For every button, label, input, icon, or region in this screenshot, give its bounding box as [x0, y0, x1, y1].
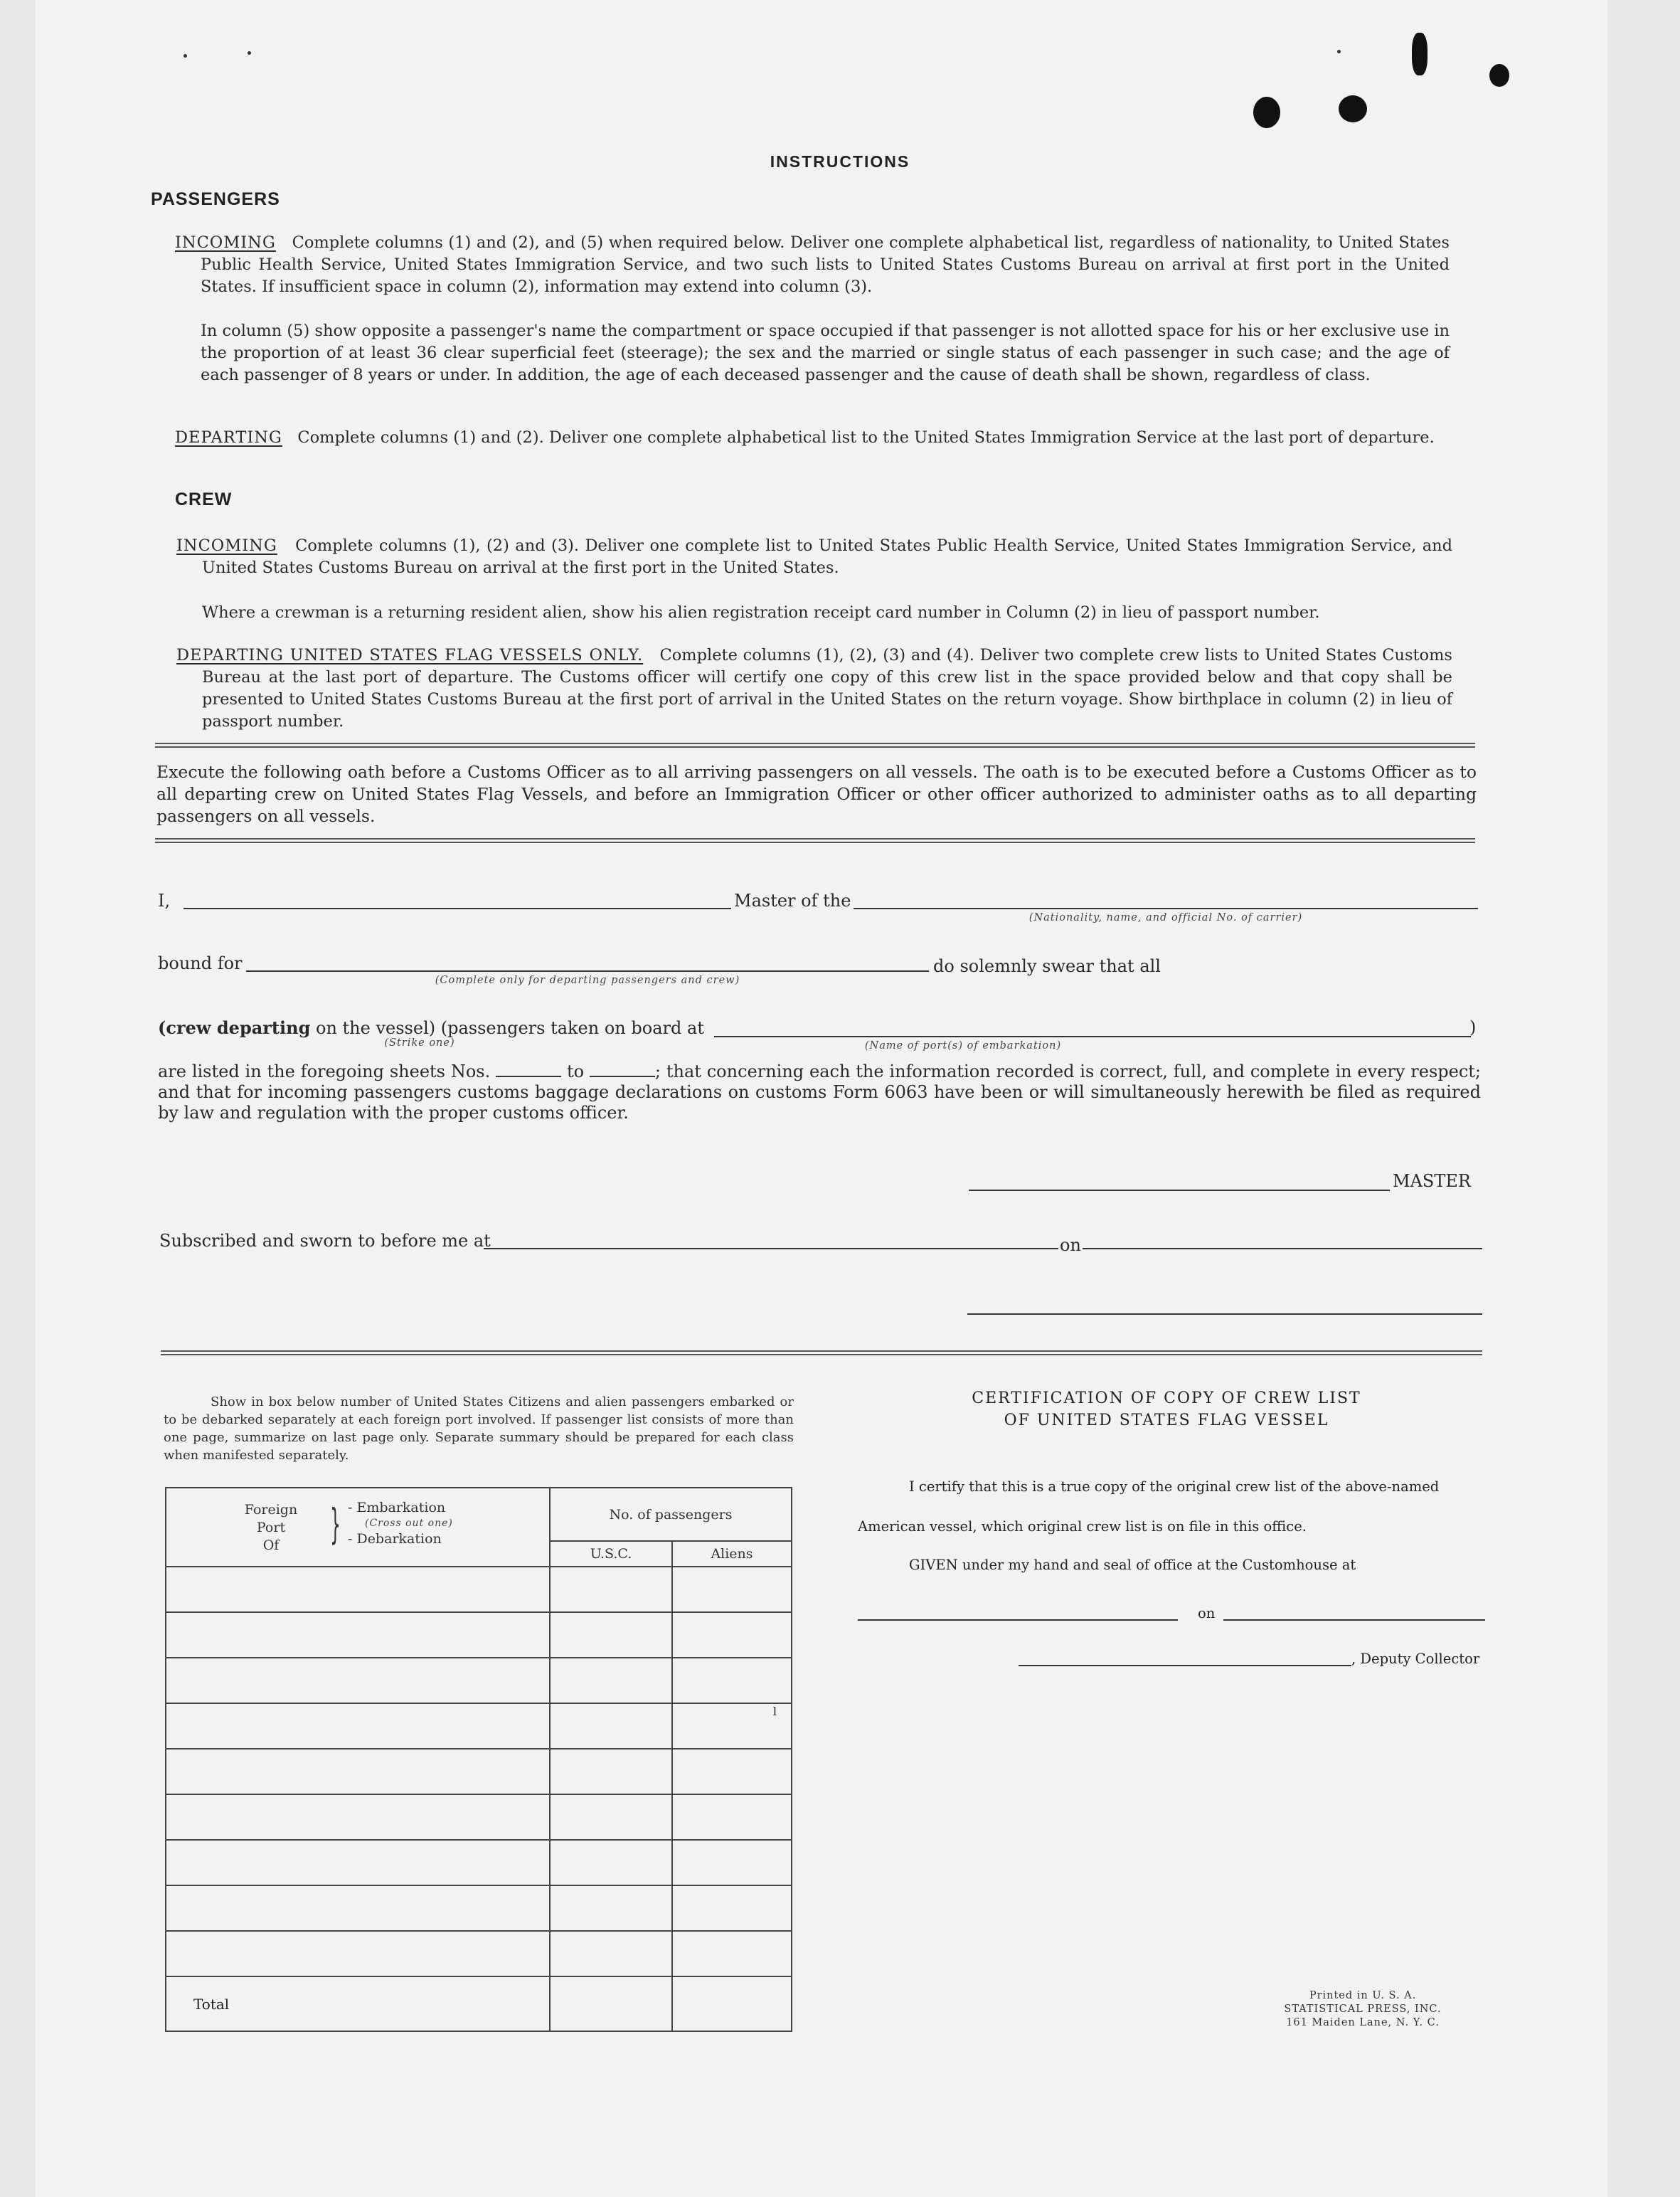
carrier-field[interactable]	[854, 908, 1478, 909]
crew-heading: CREW	[175, 489, 233, 509]
subscribed-date-field[interactable]	[1083, 1248, 1482, 1249]
ink-blot	[1489, 64, 1509, 87]
usc-cell[interactable]	[550, 1749, 672, 1794]
usc-cell[interactable]	[550, 1703, 672, 1749]
certify-text-2: American vessel, which original crew list is on file in this office.	[858, 1518, 1307, 1535]
certify-text-1: I certify that this is a true copy of the original crew list of the above-named	[909, 1478, 1440, 1495]
crew-incoming-text: Complete columns (1), (2) and (3). Deliver one complete list to United States Public Health Service, United States Immigration Service, and United States Customs Bureau on arrival at the first port in the United States.	[202, 536, 1452, 577]
passengers-taken-label: (passengers taken on board at	[440, 1018, 704, 1038]
sheet-to-field[interactable]	[590, 1076, 655, 1077]
subscribed-on-label: on	[1060, 1235, 1081, 1255]
table-row	[166, 1931, 792, 1976]
port-label: Port	[256, 1520, 286, 1536]
printer-imprint	[1256, 1989, 1469, 2030]
passengers-departing-text: Complete columns (1) and (2). Deliver one complete alphabetical list to the United States Immigration Service at the last port of departure.	[297, 428, 1435, 447]
officer-signature-field[interactable]	[967, 1313, 1482, 1315]
crew-departing-paragraph	[176, 645, 1452, 733]
aliens-cell[interactable]	[672, 1931, 792, 1976]
ink-speck	[1337, 50, 1341, 53]
usc-header: U.S.C.	[550, 1541, 672, 1567]
passengers-incoming-text: Complete columns (1) and (2), and (5) when required below. Deliver one complete alphabetical list, regardless of nationality, to United States Public Health Service, United States Immigration Service, and two such lists to United States Customs Bureau on arrival at first port in the United States. If insufficient space in column (2), information may extend into column (3).	[201, 233, 1450, 296]
to-label: to	[566, 1062, 585, 1081]
port-cell[interactable]	[166, 1794, 550, 1840]
crew-incoming-paragraph	[176, 535, 1452, 579]
crew-departing-label: DEPARTING UNITED STATES FLAG VESSELS ONLY.	[176, 646, 644, 665]
sheet-from-field[interactable]	[496, 1076, 561, 1077]
subscribed-place-field[interactable]	[484, 1248, 1058, 1249]
deputy-signature-field[interactable]	[1019, 1665, 1351, 1666]
stray-mark: l	[772, 1705, 777, 1718]
summary-instructions: Show in box below number of United States Citizens and alien passengers embarked or to be debarked separately at each foreign port involved. If passenger list consists of more than one page, summarize on last page only. Separate summary should be prepared for each class when manifested separately.	[164, 1394, 794, 1463]
table-row	[166, 1885, 792, 1931]
table-row	[166, 1703, 792, 1749]
total-row	[166, 1976, 792, 2031]
usc-cell[interactable]	[550, 1658, 672, 1703]
crew-departing-option	[158, 1017, 704, 1038]
passenger-summary-table	[165, 1487, 792, 2032]
usc-cell[interactable]	[550, 1931, 672, 1976]
usc-cell[interactable]	[550, 1567, 672, 1612]
table-row	[166, 1567, 792, 1612]
passengers-incoming-paragraph	[175, 232, 1450, 298]
master-signature-field[interactable]	[969, 1190, 1390, 1191]
certification-heading	[882, 1387, 1451, 1431]
embarkation-label: - Embarkation	[348, 1500, 446, 1516]
divider-rule	[161, 1350, 1482, 1355]
passengers-heading: PASSENGERS	[151, 189, 280, 209]
cert-date-field[interactable]	[1223, 1619, 1485, 1621]
crew-departing-text: Complete columns (1), (2), (3) and (4). Deliver two complete crew lists to United States Customs Bureau at the last port of departure. The Customs officer will certify one copy of this crew list in the space provided below and that copy shall be presented to United States Customs Bureau at the first port of arrival in the United States on the return voyage. Show birthplace in column (2) in lieu of passport number.	[202, 646, 1452, 731]
aliens-cell[interactable]	[672, 1612, 792, 1658]
port-cell[interactable]	[166, 1840, 550, 1885]
listed-prefix: are listed in the foregoing sheets Nos.	[158, 1062, 491, 1081]
usc-cell[interactable]	[550, 1840, 672, 1885]
table-row	[166, 1794, 792, 1840]
port-cell[interactable]	[166, 1749, 550, 1794]
divider-rule	[155, 838, 1475, 843]
aliens-cell[interactable]	[672, 1703, 792, 1749]
ink-blot	[1253, 97, 1280, 128]
port-cell[interactable]	[166, 1658, 550, 1703]
crew-departing-label: (crew departing	[158, 1017, 311, 1038]
port-cell[interactable]	[166, 1567, 550, 1612]
cert-on-label: on	[1198, 1605, 1216, 1621]
usc-cell[interactable]	[550, 1885, 672, 1931]
page-title: INSTRUCTIONS	[770, 152, 910, 171]
crew-returning-paragraph: Where a crewman is a returning resident alien, show his alien registration receipt card number in Column (2) in lieu of passport number.	[202, 603, 1320, 622]
usc-cell[interactable]	[550, 1794, 672, 1840]
certification-heading-line1: CERTIFICATION OF COPY OF CREW LIST	[972, 1389, 1361, 1407]
port-cell[interactable]	[166, 1931, 550, 1976]
master-of-label: Master of the	[734, 891, 851, 911]
strike-caption: (Strike one)	[384, 1037, 455, 1049]
port-caption: (Name of port(s) of embarkation)	[864, 1040, 1062, 1052]
aliens-cell[interactable]	[672, 1749, 792, 1794]
aliens-header: Aliens	[672, 1541, 792, 1567]
deputy-collector-label: , Deputy Collector	[1351, 1651, 1480, 1667]
table-row	[166, 1658, 792, 1703]
passengers-departing-paragraph	[175, 427, 1450, 449]
embarkation-port-field[interactable]	[714, 1036, 1471, 1037]
table-row	[166, 1749, 792, 1794]
certification-heading-line2: OF UNITED STATES FLAG VESSEL	[1004, 1412, 1329, 1429]
aliens-cell[interactable]	[672, 1567, 792, 1612]
foreign-port-header	[166, 1488, 550, 1567]
table-row	[166, 1612, 792, 1658]
customhouse-field[interactable]	[858, 1619, 1178, 1621]
swear-label: do solemnly swear that all	[933, 956, 1161, 976]
imprint-line3: 161 Maiden Lane, N. Y. C.	[1286, 2017, 1440, 2028]
subscribed-label: Subscribed and sworn to before me at	[159, 1231, 491, 1251]
given-text: GIVEN under my hand and seal of office at the Customhouse at	[909, 1557, 1356, 1573]
port-cell[interactable]	[166, 1885, 550, 1931]
total-aliens-cell[interactable]	[672, 1976, 792, 2031]
on-vessel-label: on the vessel)	[316, 1018, 436, 1038]
oath-instructions: Execute the following oath before a Customs Officer as to all arriving passengers on all vessels. The oath is to be executed before a Customs Officer as to all departing crew on United States Flag Vessels, and before an Immigration Officer or other officer authorized to administer oaths as to all departing passengers on all vessels.	[156, 762, 1477, 826]
ink-blot	[1339, 95, 1367, 122]
bound-for-field[interactable]	[246, 970, 929, 972]
master-name-field[interactable]	[184, 908, 731, 909]
total-usc-cell[interactable]	[550, 1976, 672, 2031]
aliens-cell[interactable]	[672, 1794, 792, 1840]
ink-blot	[1412, 33, 1428, 75]
passengers-incoming-label: INCOMING	[175, 233, 276, 252]
ink-speck	[248, 51, 251, 55]
cross-out-caption: (Cross out one)	[365, 1518, 453, 1530]
total-label: Total	[166, 1976, 550, 2031]
aliens-cell[interactable]	[672, 1658, 792, 1703]
port-cell[interactable]	[166, 1612, 550, 1658]
brace-icon: }	[330, 1500, 341, 1549]
no-passengers-header: No. of passengers	[550, 1488, 792, 1541]
aliens-cell[interactable]	[672, 1840, 792, 1885]
imprint-line1: Printed in U. S. A.	[1309, 1990, 1417, 2001]
oath-i-label: I,	[158, 891, 171, 911]
listed-suffix: ; that concerning each the information recorded is correct, full, and complete in every respect; and that for incoming passengers customs baggage declarations on customs Form 6063 have been or will simultaneously herewith be filed as required by law and regulation with the proper customs officer.	[158, 1062, 1482, 1123]
foreign-label: Foreign	[244, 1502, 298, 1518]
of-label: Of	[262, 1537, 280, 1554]
close-paren: )	[1469, 1017, 1477, 1037]
debarkation-label: - Debarkation	[348, 1531, 442, 1547]
imprint-line2: STATISTICAL PRESS, INC.	[1284, 2003, 1442, 2015]
aliens-cell[interactable]	[672, 1885, 792, 1931]
ink-speck	[184, 54, 187, 58]
bound-caption: (Complete only for departing passengers and crew)	[435, 975, 740, 986]
port-cell[interactable]	[166, 1703, 550, 1749]
bound-for-label: bound for	[158, 953, 243, 973]
passengers-departing-label: DEPARTING	[175, 428, 282, 447]
passengers-column5-paragraph: In column (5) show opposite a passenger's name the compartment or space occupied if that passenger is not allotted space for his or her exclusive use in the proportion of at least 36 clear superficial feet (steerage); the sex and the married or single status of each passenger in such case; and the age of each passenger of 8 years or under. In addition, the age of each deceased passenger and the cause of death shall be shown, regardless of class.	[201, 322, 1450, 384]
master-signature-label: MASTER	[1393, 1171, 1471, 1191]
oath-listed-paragraph	[158, 1062, 1481, 1123]
crew-incoming-label: INCOMING	[176, 536, 277, 555]
carrier-caption: (Nationality, name, and official No. of carrier)	[1028, 912, 1303, 923]
table-row	[166, 1840, 792, 1885]
usc-cell[interactable]	[550, 1612, 672, 1658]
divider-rule	[155, 743, 1475, 748]
